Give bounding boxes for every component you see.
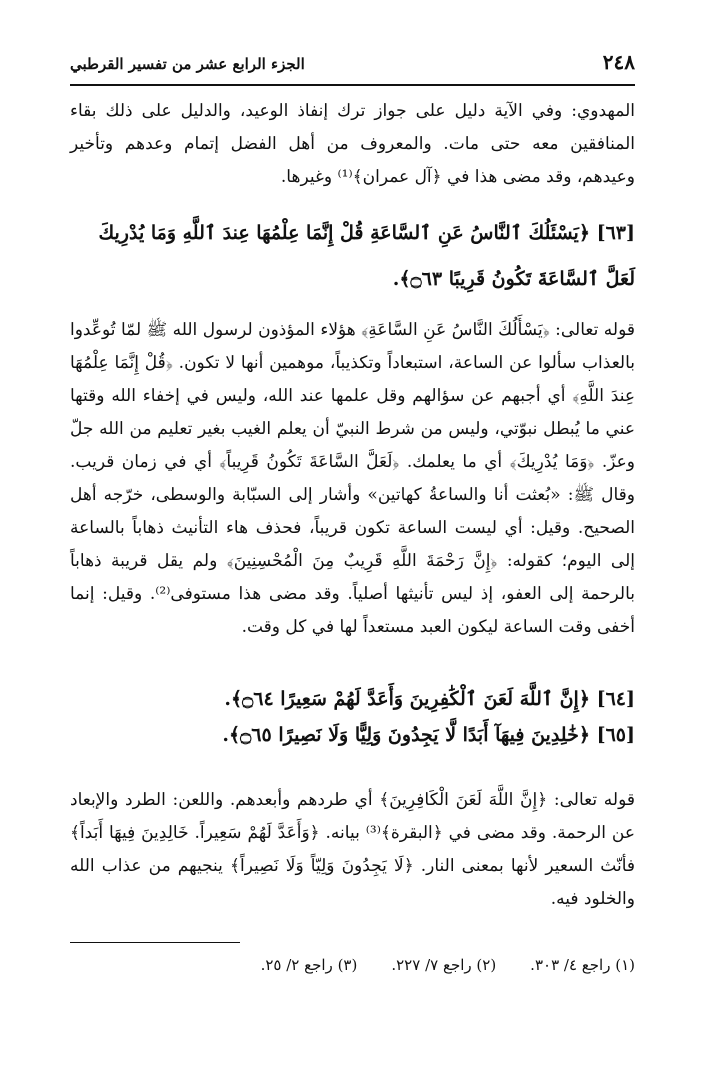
page-number: ٢٤٨	[602, 50, 635, 74]
running-title: الجزء الرابع عشر من تفسير القرطبي	[70, 55, 305, 73]
footnote-3: (٣) راجع ٢/ ٢٥.	[260, 956, 358, 974]
text-column	[70, 0, 635, 1091]
intro-paragraph: المهدوي: وفي الآية دليل على جواز ترك إنفاذ الوعيد، والدليل على ذلك بقاء المنافقين معه حتى مات. والمعروف من أهل الفضل إتمام وعدهم وتأخير وعيدهم، وقد مضى هذا في ﴿آل عمران﴾⁽¹⁾ وغيرها.	[70, 101, 635, 187]
footnote-rule	[70, 942, 240, 943]
verse-63: [٦٣] ﴿يَسْئَلُكَ ٱلنَّاسُ عَنِ ٱلسَّاعَةِ قُلْ إِنَّمَا عِلْمُهَا عِندَ ٱللَّهِ وَمَا يُدْرِيكَ لَعَلَّ ٱلسَّاعَةَ تَكُونُ قَرِيبًا ۝٦٣﴾.	[98, 222, 635, 290]
verse-65: [٦٥] ﴿خَٰلِدِينَ فِيهَآ أَبَدًا لَّا يَجِدُونَ وَلِيًّا وَلَا نَصِيرًا ۝٦٥﴾.	[222, 724, 635, 746]
commentary-63: قوله تعالى: ﴿يَسْأَلُكَ النَّاسُ عَنِ السَّاعَةِ﴾ هؤلاء المؤذون لرسول الله ﷺ لمّا تُوعِّدوا بالعذاب سألوا عن الساعة، استبعاداً وتكذيباً، موهمين أنها لا تكون. ﴿قُلْ إِنَّمَا عِلْمُهَا عِندَ اللَّهِ﴾ أي أجبهم عن سؤالهم وقل علمها عند الله، وليس في إخفاء الله وقتها عني ما يُبطل نبوّتي، وليس من شرط النبيّ أن يعلم الغيب بغير تعليم من الله جلّ وعزّ. ﴿وَمَا يُدْرِيكَ﴾ أي ما يعلمك. ﴿لَعَلَّ السَّاعَةَ تَكُونُ قَرِيباً﴾ أي في زمان قريب. وقال ﷺ: «بُعثت أنا والساعةُ كهاتين» وأشار إلى السبّابة والوسطى، خرّجه أهل الصحيح. وقيل: أي ليست الساعة تكون قريباً، فحذف هاء التأنيث ذهاباً بالساعة إلى اليوم؛ كقوله: ﴿إِنَّ رَحْمَةَ اللَّهِ قَرِيبٌ مِنَ الْمُحْسِنِينَ﴾ ولم يقل قريبة ذهاباً بالرحمة إلى العفو، إذ ليس تأنيثها أصلياً. وقد مضى هذا مستوفى⁽²⁾. وقيل: إنما أخفى وقت الساعة ليكون العبد مستعداً لها في كل وقت.	[70, 320, 635, 637]
footnotes	[70, 952, 635, 978]
commentary-64-65: قوله تعالى: ﴿إِنَّ اللَّهَ لَعَنَ الْكَافِرِينَ﴾ أي طردهم وأبعدهم. واللعن: الطرد والإبعاد عن الرحمة. وقد مضى في ﴿البقرة﴾⁽³⁾ بيانه. ﴿وَأَعَدَّ لَهُمْ سَعِيراً. خَالِدِينَ فِيهَا أَبَداً﴾ فأنّث السعير لأنها بمعنى النار. ﴿لَا يَجِدُونَ وَلِيّاً وَلَا نَصِيراً﴾ ينجيهم من عذاب الله والخلود فيه.	[70, 790, 635, 909]
footnote-1: (١) راجع ٤/ ٣٠٣.	[530, 956, 635, 974]
verse-64: [٦٤] ﴿إِنَّ ٱللَّهَ لَعَنَ ٱلْكَٰفِرِينَ وَأَعَدَّ لَهُمْ سَعِيرًا ۝٦٤﴾.	[224, 688, 635, 710]
footnote-2: (٢) راجع ٧/ ٢٢٧.	[391, 956, 497, 974]
